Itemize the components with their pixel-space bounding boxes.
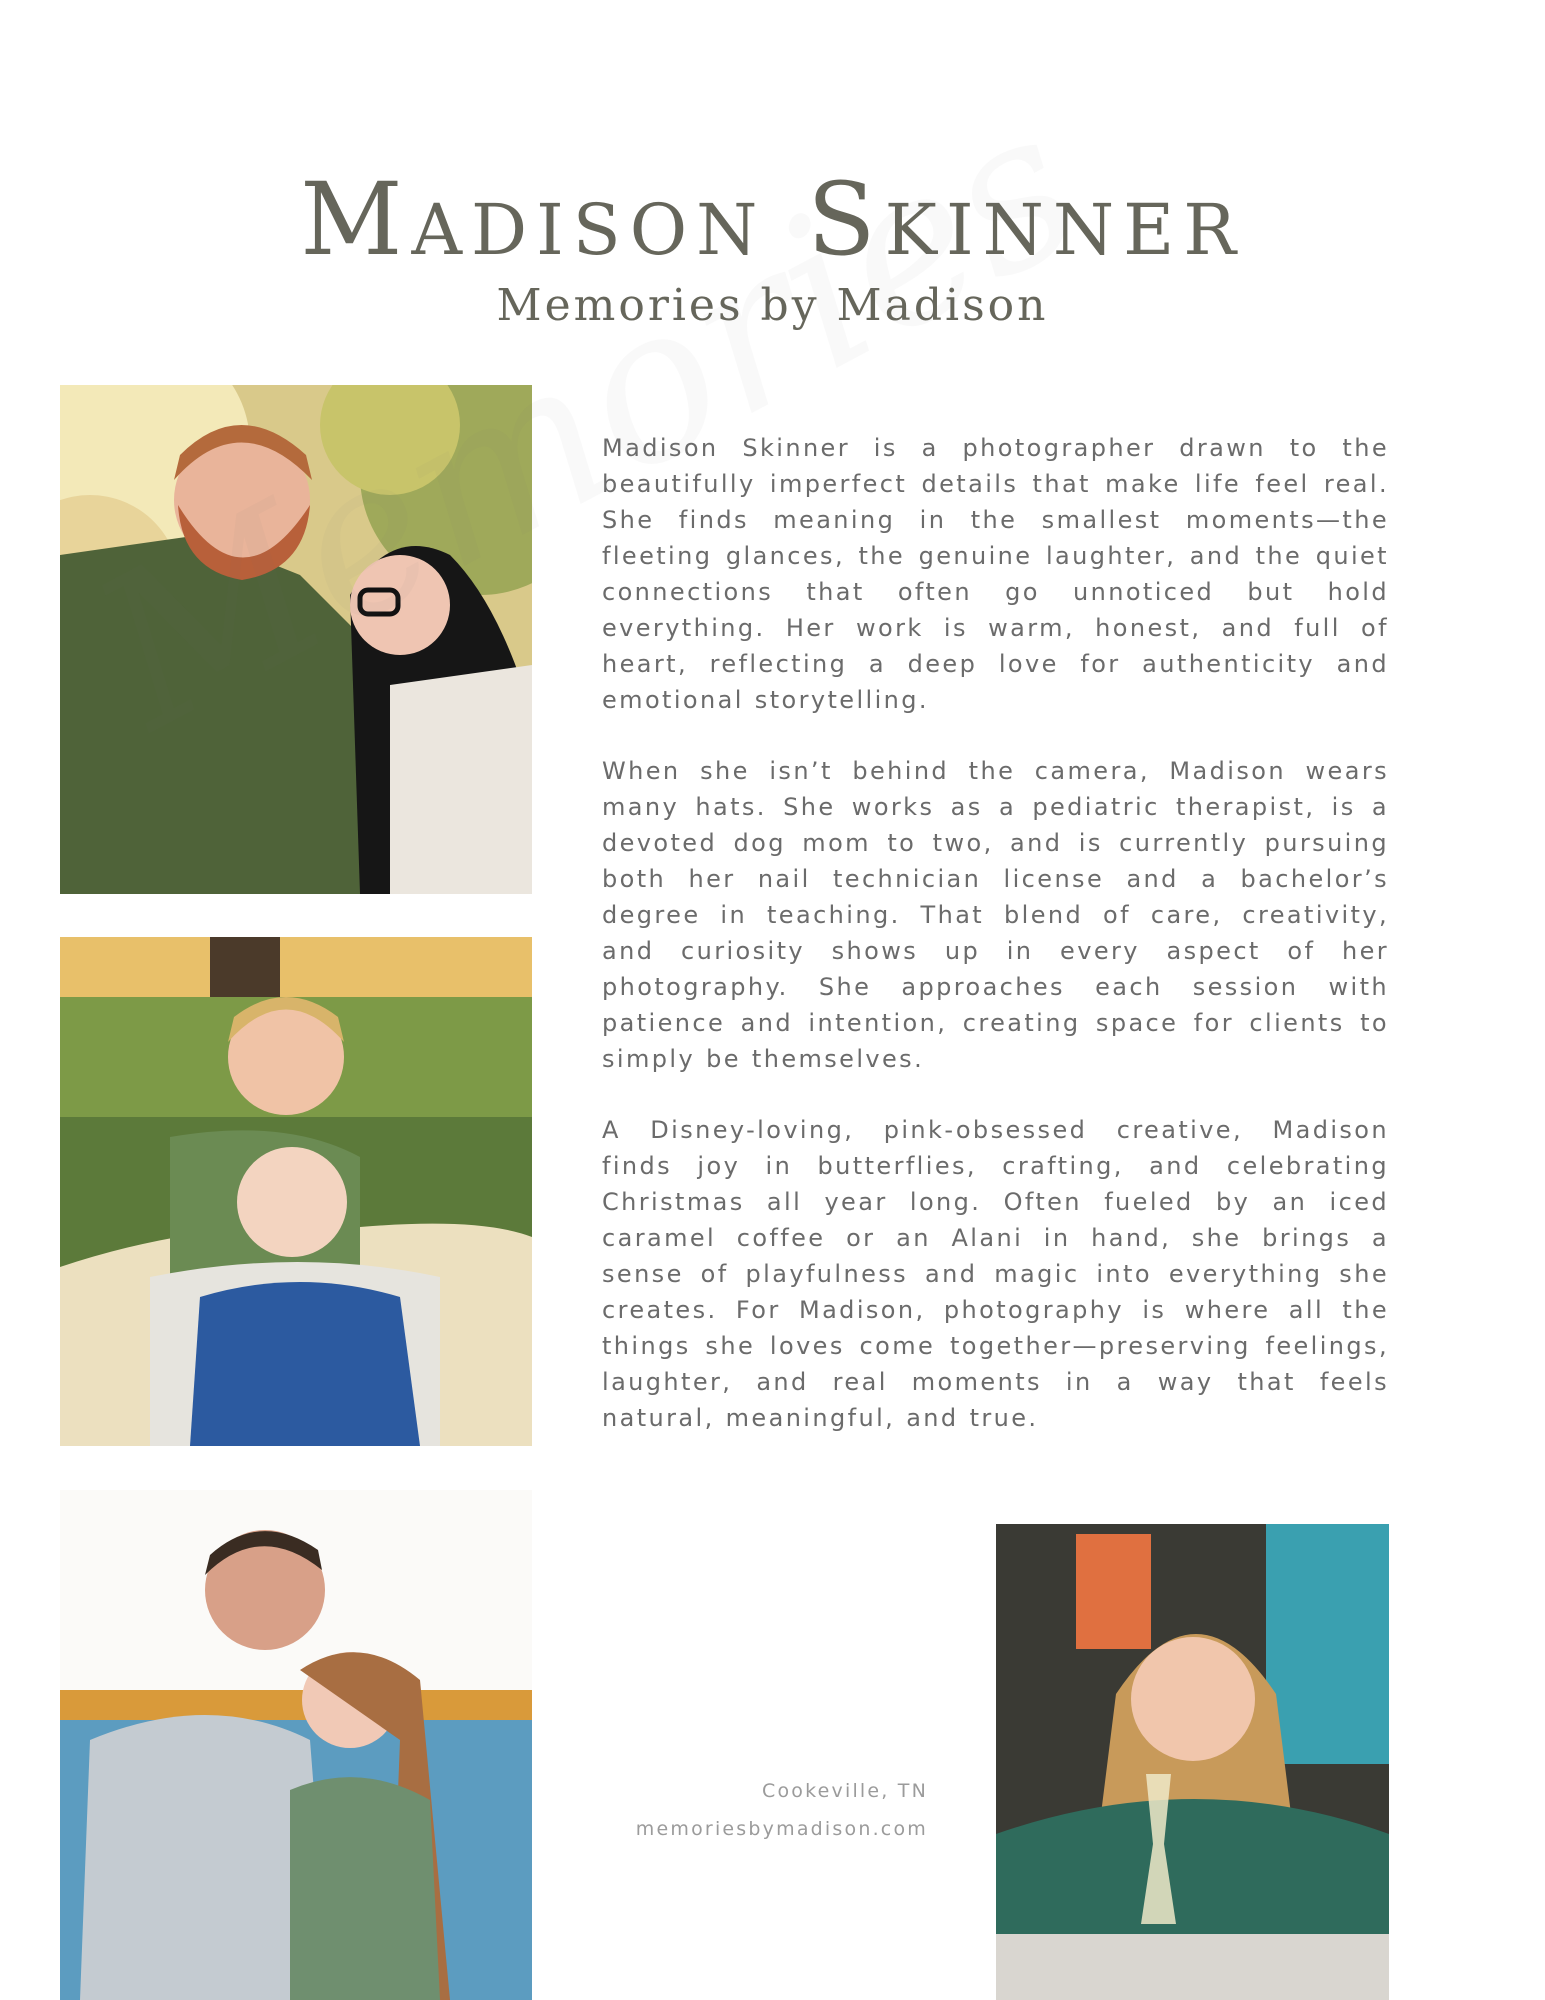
bio-paragraph-3: A Disney-loving, pink-obsessed creative, Madison finds joy in butterflies, crafting, and celebrating Christmas all year long. Often fueled by an iced caramel coffee or an Alani in hand, she brings a sense of playfulness and magic into everything she creates. For Madison, photography is where all the things she loves come together—preserving feelings, laughter, and real moments in a way that feels natural, meaningful, and true. (602, 1116, 1389, 1432)
bio-paragraph-1: Madison Skinner is a photographer drawn to the beautifully imperfect details that make life feel real. She finds meaning in the smallest moments—the fleeting glances, the genuine laughter, and the quiet connections that often go unnoticed but hold everything. Her work is warm, honest, and full of heart, reflecting a deep love for authenticity and emotional storytelling. (602, 434, 1389, 714)
biography (602, 430, 1389, 1471)
business-subtitle: Memories by Madison (496, 280, 1049, 331)
photo-couple-lake (60, 1490, 532, 2000)
website-link[interactable]: memoriesbymadison.com (635, 1818, 928, 1840)
bio-paragraph-2: When she isn’t behind the camera, Madison wears many hats. She works as a pediatric therapist, is a devoted dog mom to two, and is currently pursuing both her nail technician license and a bachelor’s degree in teaching. That blend of care, creativity, and curiosity shows up in every aspect of her photography. She approaches each session with patience and intention, creating space for clients to simply be themselves. (602, 757, 1389, 1073)
location-text: Cookeville, TN (762, 1780, 928, 1802)
photo-children-park (60, 937, 532, 1446)
photo-madison-portrait (996, 1524, 1389, 2000)
photo-couple-autumn (60, 385, 532, 894)
page-title: Madison Skinner (300, 161, 1245, 278)
